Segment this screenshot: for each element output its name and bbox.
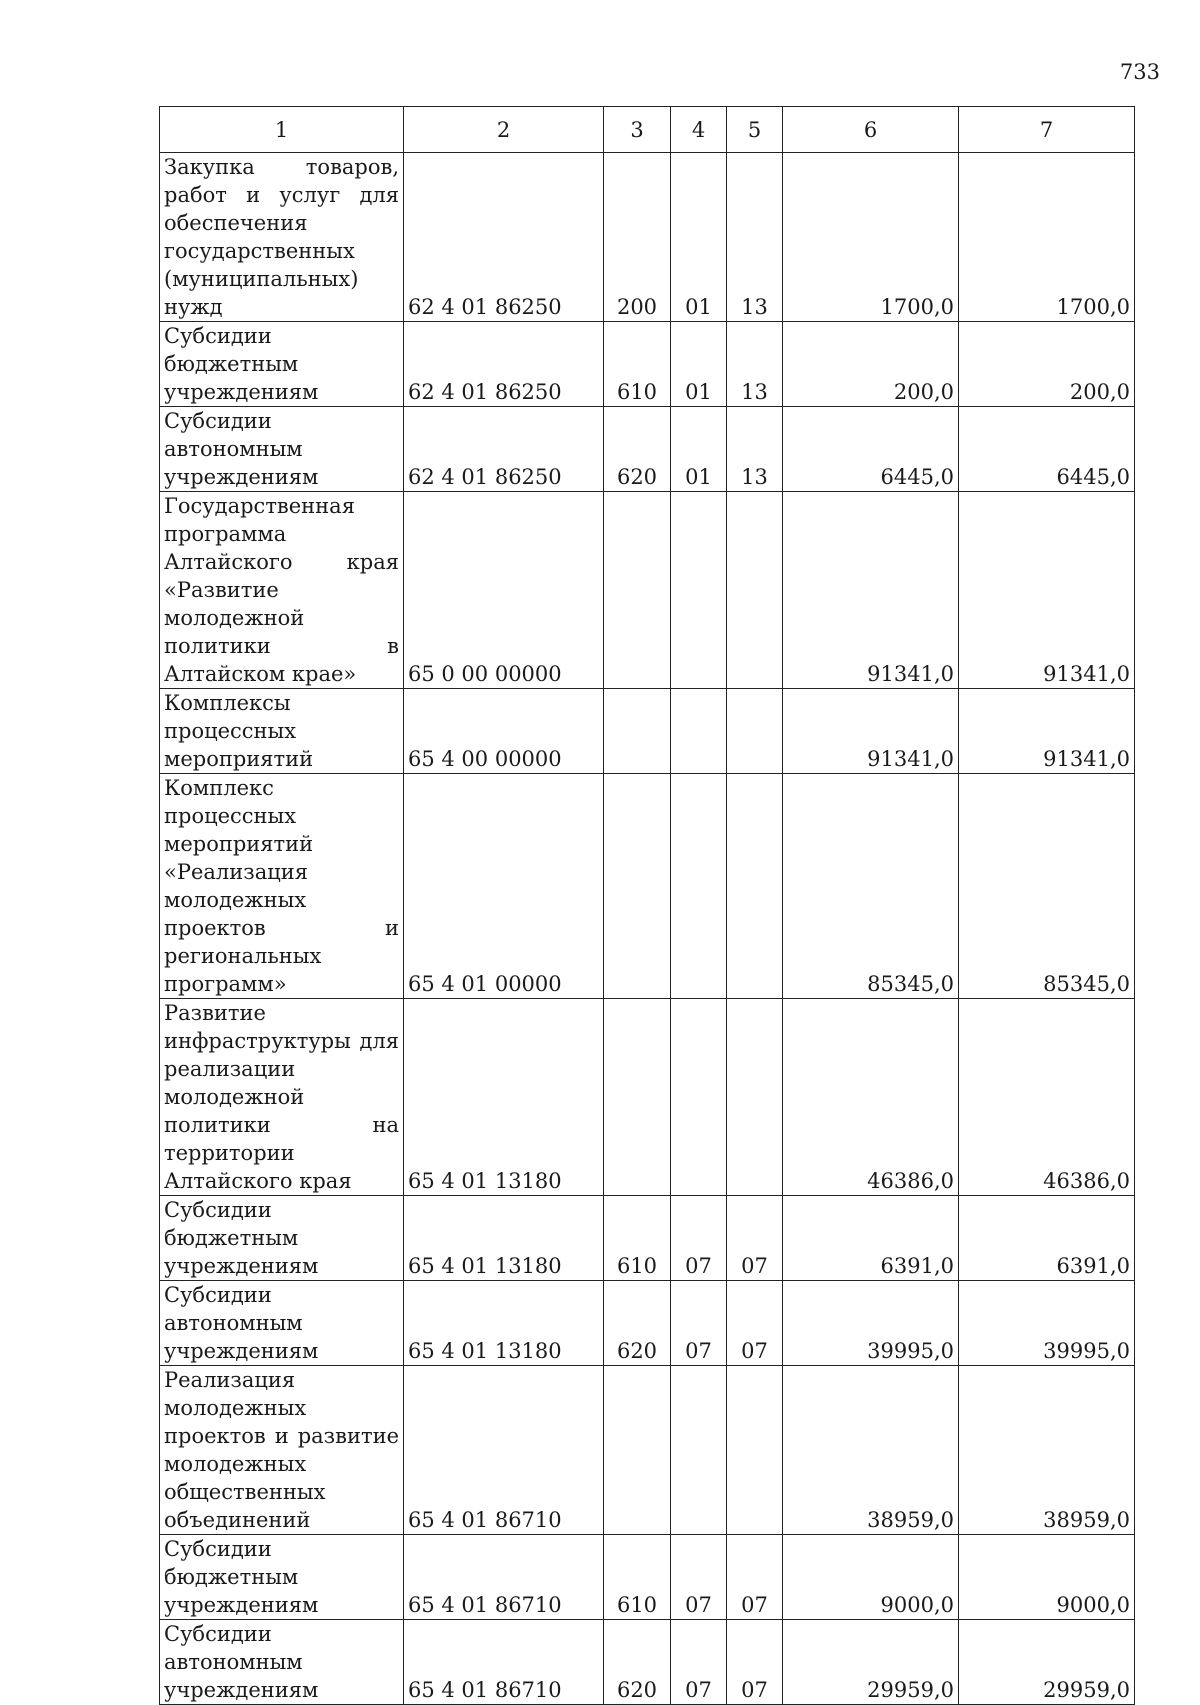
- row-code: 65 4 01 13180: [404, 1196, 604, 1281]
- row-col4: [671, 689, 727, 774]
- row-value-6: 1700,0: [783, 153, 959, 322]
- page-number: 733: [1119, 60, 1160, 84]
- row-value-6: 91341,0: [783, 492, 959, 689]
- table-row: [160, 322, 1135, 407]
- table-row: [160, 1196, 1135, 1281]
- row-code: 65 0 00 00000: [404, 492, 604, 689]
- row-description: Субсидии бюджетным учреждениям: [160, 1535, 404, 1620]
- row-value-6: 9000,0: [783, 1535, 959, 1620]
- row-code: 65 4 01 86710: [404, 1535, 604, 1620]
- row-col5: 07: [727, 1535, 783, 1620]
- row-code: 62 4 01 86250: [404, 153, 604, 322]
- row-description: Закупка товаров, работ и услуг для обеспечения государственных (муниципальных) нужд: [160, 153, 404, 322]
- row-description: Субсидии бюджетным учреждениям: [160, 1196, 404, 1281]
- row-value-7: 38959,0: [959, 1366, 1135, 1535]
- row-col5: [727, 999, 783, 1196]
- table-row: [160, 774, 1135, 999]
- row-code: 65 4 01 13180: [404, 1281, 604, 1366]
- table-row: [160, 1366, 1135, 1535]
- row-value-6: 46386,0: [783, 999, 959, 1196]
- row-value-6: 38959,0: [783, 1366, 959, 1535]
- row-code: 62 4 01 86250: [404, 322, 604, 407]
- row-description: Развитие инфраструктуры для реализации молодежной политики на территории Алтайского края: [160, 999, 404, 1196]
- row-value-6: 29959,0: [783, 1620, 959, 1705]
- row-col3: 620: [604, 1281, 671, 1366]
- row-description: Субсидии автономным учреждениям: [160, 1281, 404, 1366]
- row-col5: 07: [727, 1281, 783, 1366]
- row-col4: 01: [671, 322, 727, 407]
- row-value-7: 9000,0: [959, 1535, 1135, 1620]
- row-col5: 13: [727, 322, 783, 407]
- row-description: Государственная программа Алтайского края «Развитие молодежной политики в Алтайском крае»: [160, 492, 404, 689]
- row-col4: [671, 999, 727, 1196]
- row-value-6: 200,0: [783, 322, 959, 407]
- row-col4: [671, 1366, 727, 1535]
- row-value-7: 39995,0: [959, 1281, 1135, 1366]
- row-col5: [727, 1366, 783, 1535]
- row-col4: 07: [671, 1281, 727, 1366]
- row-col5: 07: [727, 1196, 783, 1281]
- table-row: [160, 689, 1135, 774]
- row-col4: 07: [671, 1535, 727, 1620]
- column-header: 3: [604, 107, 671, 153]
- table-row: [160, 407, 1135, 492]
- row-col3: 610: [604, 1535, 671, 1620]
- row-value-6: 6391,0: [783, 1196, 959, 1281]
- row-code: 65 4 01 00000: [404, 774, 604, 999]
- row-value-6: 39995,0: [783, 1281, 959, 1366]
- row-col3: [604, 492, 671, 689]
- row-value-7: 200,0: [959, 322, 1135, 407]
- column-header: 2: [404, 107, 604, 153]
- table-row: [160, 153, 1135, 322]
- row-description: Комплекс процессных мероприятий «Реализация молодежных проектов и региональных программ»: [160, 774, 404, 999]
- row-col4: [671, 492, 727, 689]
- row-col3: 620: [604, 1620, 671, 1705]
- row-col3: 610: [604, 1196, 671, 1281]
- row-col5: 07: [727, 1620, 783, 1705]
- row-col5: [727, 689, 783, 774]
- row-col3: [604, 1366, 671, 1535]
- row-value-7: 46386,0: [959, 999, 1135, 1196]
- table-row: [160, 492, 1135, 689]
- row-col3: [604, 774, 671, 999]
- row-col4: 01: [671, 153, 727, 322]
- row-description: Субсидии автономным учреждениям: [160, 1620, 404, 1705]
- row-code: 65 4 01 86710: [404, 1366, 604, 1535]
- row-value-6: 85345,0: [783, 774, 959, 999]
- budget-table: [159, 106, 1135, 1705]
- row-value-7: 1700,0: [959, 153, 1135, 322]
- column-header: 5: [727, 107, 783, 153]
- row-col3: 610: [604, 322, 671, 407]
- row-code: 65 4 01 86710: [404, 1620, 604, 1705]
- row-description: Субсидии бюджетным учреждениям: [160, 322, 404, 407]
- row-col4: 01: [671, 407, 727, 492]
- row-code: 65 4 00 00000: [404, 689, 604, 774]
- row-value-7: 29959,0: [959, 1620, 1135, 1705]
- column-header: 7: [959, 107, 1135, 153]
- row-col3: 620: [604, 407, 671, 492]
- table-row: [160, 1535, 1135, 1620]
- row-value-6: 91341,0: [783, 689, 959, 774]
- column-header: 1: [160, 107, 404, 153]
- row-col5: [727, 492, 783, 689]
- row-description: Субсидии автономным учреждениям: [160, 407, 404, 492]
- row-value-7: 6445,0: [959, 407, 1135, 492]
- row-col5: 13: [727, 153, 783, 322]
- row-value-7: 85345,0: [959, 774, 1135, 999]
- row-code: 65 4 01 13180: [404, 999, 604, 1196]
- column-header: 6: [783, 107, 959, 153]
- row-code: 62 4 01 86250: [404, 407, 604, 492]
- row-value-6: 6445,0: [783, 407, 959, 492]
- header-row: [160, 107, 1135, 153]
- row-col5: [727, 774, 783, 999]
- row-value-7: 91341,0: [959, 689, 1135, 774]
- row-col3: [604, 999, 671, 1196]
- row-col4: 07: [671, 1196, 727, 1281]
- table-row: [160, 1281, 1135, 1366]
- row-description: Комплексы процессных мероприятий: [160, 689, 404, 774]
- row-col3: [604, 689, 671, 774]
- row-col4: [671, 774, 727, 999]
- row-col5: 13: [727, 407, 783, 492]
- row-description: Реализация молодежных проектов и развитие молодежных общественных объединений: [160, 1366, 404, 1535]
- row-col3: 200: [604, 153, 671, 322]
- column-header: 4: [671, 107, 727, 153]
- table-row: [160, 1620, 1135, 1705]
- table-row: [160, 999, 1135, 1196]
- row-value-7: 91341,0: [959, 492, 1135, 689]
- row-value-7: 6391,0: [959, 1196, 1135, 1281]
- row-col4: 07: [671, 1620, 727, 1705]
